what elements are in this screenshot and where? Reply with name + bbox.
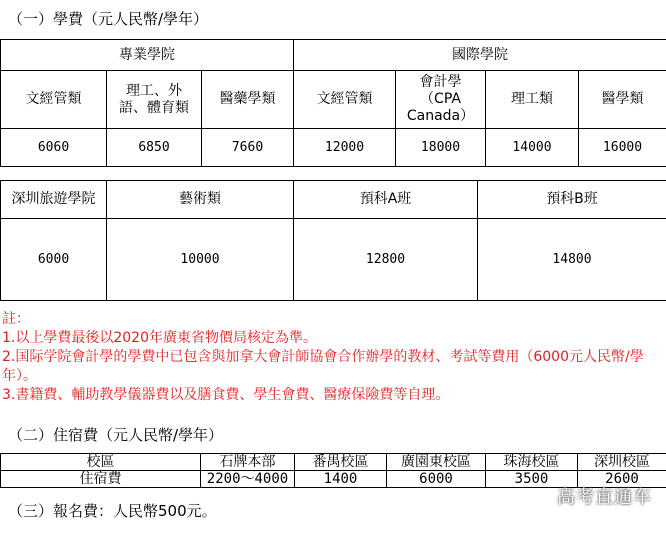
- dorm-fee-value: 3500: [486, 471, 578, 488]
- notes-label: 註：: [2, 311, 30, 327]
- application-fee-heading: （三）報名費：人民幣500元。: [8, 502, 217, 520]
- col-intl-science: 理工類: [486, 71, 579, 129]
- fee-value: 6060: [1, 129, 107, 167]
- dorm-fee-value: 2200～4000: [201, 471, 295, 488]
- group-international: 國際學院: [294, 40, 666, 71]
- group-professional: 專業學院: [1, 40, 294, 71]
- dorm-fee-value: 2600: [578, 471, 666, 488]
- tuition-heading: （一）學費（元人民幣/學年）: [8, 10, 209, 28]
- dorm-fee-value: 6000: [387, 471, 486, 488]
- fee-value: 10000: [107, 219, 294, 301]
- fee-value: 7660: [202, 129, 294, 167]
- dorm-fee-value: 1400: [295, 471, 387, 488]
- fee-value: 6850: [107, 129, 202, 167]
- tuition-table: [0, 39, 666, 167]
- dorm-header-cell: 珠海校區: [486, 454, 578, 471]
- fee-value: 18000: [396, 129, 486, 167]
- col-arts-econ-mgmt: 文經管類: [1, 71, 107, 129]
- fee-value: 12000: [294, 129, 396, 167]
- col-art: 藝術類: [107, 181, 294, 219]
- col-intl-accounting: 會計學（CPA Canada）: [396, 71, 486, 129]
- col-intl-arts-econ-mgmt: 文經管類: [294, 71, 396, 129]
- dorm-header-cell: 廣園東校區: [387, 454, 486, 471]
- col-shenzhen-tourism: 深圳旅遊學院: [1, 181, 107, 219]
- dorm-row-label: 住宿費: [1, 471, 201, 488]
- note-item: 1.以上學費最後以2020年廣東省物價局核定為準。: [2, 330, 317, 346]
- notes: [2, 310, 664, 405]
- dorm-header-cell: 校區: [1, 454, 201, 471]
- fee-value: 6000: [1, 219, 107, 301]
- dorm-header-cell: 石牌本部: [201, 454, 295, 471]
- dorm-header-cell: 深圳校區: [578, 454, 666, 471]
- col-sci-lang-sport: 理工、外語、體育類: [107, 71, 202, 129]
- col-prep-b: 預科B班: [478, 181, 666, 219]
- col-intl-medicine: 醫學類: [579, 71, 666, 129]
- dorm-header-cell: 番禺校區: [295, 454, 387, 471]
- fee-value: 14800: [478, 219, 666, 301]
- col-prep-a: 預科A班: [294, 181, 478, 219]
- tuition-table-2: [0, 180, 666, 301]
- col-medicine-pharmacy: 醫藥學類: [202, 71, 294, 129]
- watermark-text: 高考直通车: [557, 487, 652, 508]
- note-item: 3.書籍費、輔助教學儀器費以及膳食費、學生會費、醫療保險費等自理。: [2, 387, 450, 403]
- dorm-heading: （二）住宿費（元人民幣/學年）: [8, 426, 224, 444]
- note-item: 2.国际学院會計學的學費中已包含與加拿大會計師協會合作辦學的教材、考試等費用（6000元人民幣/學年）。: [2, 349, 644, 384]
- fee-value: 12800: [294, 219, 478, 301]
- fee-value: 14000: [486, 129, 579, 167]
- fee-value: 16000: [579, 129, 666, 167]
